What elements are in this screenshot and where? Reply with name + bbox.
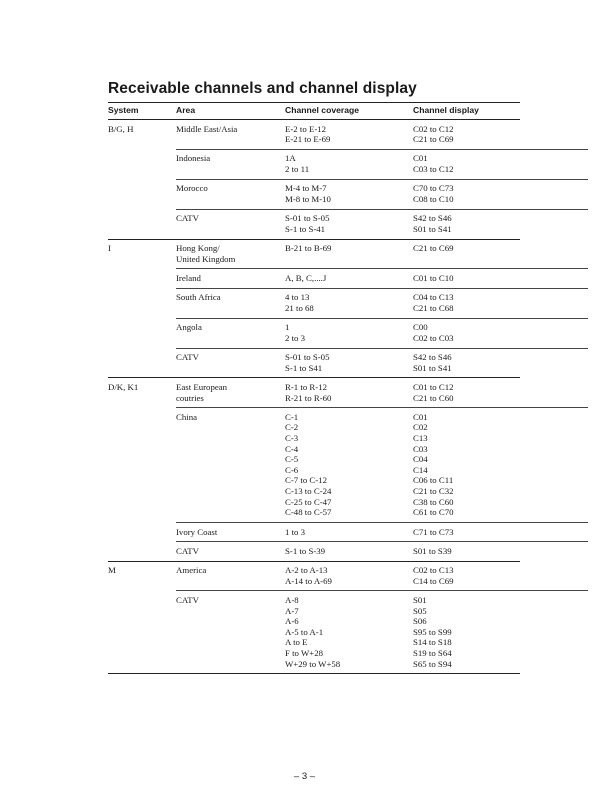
coverage-cell-line: W+29 to W+58 [285, 658, 341, 669]
table-row [108, 319, 520, 348]
system-label: B/G, H [108, 123, 134, 134]
area-cell-line: CATV [176, 352, 199, 363]
area-cell [176, 546, 199, 557]
coverage-cell-line: S-01 to S-05 [285, 213, 330, 224]
area-cell [176, 273, 201, 284]
area-cell-line: East European [176, 381, 228, 392]
area-cell-line: Indonesia [176, 153, 211, 164]
coverage-cell-line: B-21 to B-69 [285, 243, 332, 254]
area-cell-line: coutries [176, 392, 204, 403]
coverage-cell [285, 213, 329, 234]
coverage-cell [285, 565, 332, 586]
header-system: System [108, 105, 139, 115]
display-cell [413, 183, 454, 204]
display-cell-line: C01 [413, 153, 428, 164]
page-number: – 3 – [293, 771, 316, 782]
coverage-cell-line: C-3 [285, 433, 299, 443]
coverage-cell [285, 153, 309, 174]
display-cell [413, 595, 452, 669]
display-cell-line: C14 [413, 464, 428, 475]
display-cell-line: C03 [413, 443, 428, 454]
display-cell [413, 565, 454, 586]
area-cell-line: Ivory Coast [176, 526, 218, 537]
header-channel-display: Channel display [413, 105, 479, 115]
coverage-cell-line: R-1 to R-12 [285, 381, 328, 392]
coverage-cell-line: A-14 to A-69 [285, 575, 332, 586]
display-cell-line: C00 [413, 322, 428, 333]
area-cell [176, 124, 237, 135]
system-label: M [108, 565, 116, 576]
coverage-cell-line: A-2 to A-13 [285, 565, 328, 576]
table-row [108, 523, 520, 541]
coverage-cell-line: A-7 [285, 605, 299, 616]
area-cell-line: Ireland [176, 272, 201, 283]
area-cell-line: America [176, 565, 207, 576]
area-cell-line: CATV [176, 545, 199, 556]
display-cell-line: C04 to C13 [413, 292, 454, 303]
system-group [108, 120, 520, 240]
display-cell-line: C02 to C13 [413, 565, 454, 576]
coverage-cell-line: A to E [285, 637, 308, 648]
area-cell [176, 213, 199, 224]
area-cell [176, 412, 197, 423]
area-cell [176, 322, 202, 333]
display-cell-line: C21 to C60 [413, 392, 454, 403]
area-cell-line: Morocco [176, 183, 208, 194]
coverage-cell [285, 273, 326, 284]
table-row [108, 408, 520, 522]
table-row [108, 150, 520, 179]
display-cell-line: C14 to C69 [413, 575, 454, 586]
table-row [108, 120, 520, 149]
area-cell-line: South Africa [176, 292, 221, 303]
coverage-cell-line: A-6 [285, 616, 299, 627]
table-row [108, 378, 520, 407]
display-cell-line: C06 to C11 [413, 475, 454, 486]
display-cell-line: C38 to C60 [413, 496, 454, 507]
display-cell-line: S01 to S41 [413, 223, 452, 234]
display-cell-line: C03 to C12 [413, 163, 454, 174]
area-cell [176, 595, 199, 606]
display-cell-line: S95 to S99 [413, 626, 452, 637]
display-cell-line: S14 to S18 [413, 637, 452, 648]
coverage-cell-line: A, B, C,....J [285, 272, 327, 283]
display-cell-line: C21 to C32 [413, 485, 454, 496]
coverage-cell [285, 412, 331, 518]
display-cell-line: S42 to S46 [413, 213, 452, 224]
display-cell-line: S01 to S39 [413, 545, 452, 556]
coverage-cell-line: C-5 [285, 454, 299, 465]
system-group [108, 240, 520, 379]
page-title: Receivable channels and channel display [108, 80, 417, 97]
table-row [108, 180, 520, 209]
display-cell [413, 546, 452, 557]
area-cell-line: Hong Kong/ [176, 243, 220, 254]
coverage-cell-line: M-8 to M-10 [285, 193, 331, 204]
coverage-cell-line: C-13 to C-24 [285, 485, 332, 496]
display-cell-line: C08 to C10 [413, 193, 454, 204]
table-body [108, 120, 520, 674]
channel-table [108, 102, 520, 674]
display-cell-line: C71 to C73 [413, 526, 454, 537]
display-cell-line: S01 to S41 [413, 362, 452, 373]
area-cell [176, 183, 208, 194]
coverage-cell-line: R-21 to R-60 [285, 392, 332, 403]
area-cell-line: China [176, 411, 198, 422]
display-cell [413, 527, 454, 538]
coverage-cell-line: 4 to 13 [285, 292, 310, 303]
coverage-cell-line: 1A [285, 153, 296, 164]
display-cell [413, 213, 452, 234]
display-cell-line: C04 [413, 454, 428, 465]
area-cell [176, 352, 199, 363]
area-cell-line: Middle East/Asia [176, 123, 238, 134]
coverage-cell-line: S-1 to S-39 [285, 545, 326, 556]
display-cell [413, 153, 454, 174]
coverage-cell [285, 124, 330, 145]
coverage-cell-line: E-2 to E-12 [285, 123, 327, 134]
coverage-cell [285, 243, 331, 254]
coverage-cell-line: S-1 to S-41 [285, 223, 326, 234]
table-row [108, 562, 520, 591]
table-row [108, 349, 520, 378]
system-group [108, 378, 520, 561]
display-cell-line: S65 to S94 [413, 658, 452, 669]
display-cell-line: C21 to C69 [413, 134, 454, 145]
coverage-cell-line: M-4 to M-7 [285, 183, 327, 194]
coverage-cell [285, 183, 331, 204]
area-cell [176, 292, 221, 303]
display-cell [413, 382, 454, 403]
display-cell-line: C70 to C73 [413, 183, 454, 194]
display-cell [413, 243, 454, 254]
area-cell [176, 153, 210, 164]
coverage-cell-line: C-48 to C-57 [285, 507, 332, 518]
coverage-cell-line: C-4 [285, 443, 299, 454]
coverage-cell [285, 546, 325, 557]
display-cell-line: C61 to C70 [413, 507, 454, 518]
area-cell-line: CATV [176, 594, 199, 605]
coverage-cell [285, 322, 305, 343]
display-cell-line: C02 to C03 [413, 332, 454, 343]
table-row [108, 210, 520, 239]
table-row [108, 240, 520, 269]
header-area: Area [176, 105, 196, 115]
table-row [108, 269, 520, 287]
table-row [108, 591, 520, 673]
coverage-cell-line: S-01 to S-05 [285, 352, 330, 363]
area-cell [176, 382, 227, 403]
coverage-cell-line: A-8 [285, 594, 299, 605]
system-label: D/K, K1 [108, 381, 139, 392]
area-cell-line: CATV [176, 213, 199, 224]
table-header [108, 102, 520, 120]
display-cell-line: S42 to S46 [413, 352, 452, 363]
coverage-cell [285, 595, 340, 669]
display-cell [413, 273, 454, 284]
display-cell-line: S05 [413, 605, 427, 616]
display-cell [413, 292, 454, 313]
coverage-cell [285, 527, 305, 538]
display-cell [413, 352, 452, 373]
display-cell-line: C01 [413, 411, 428, 422]
coverage-cell-line: C-7 to C-12 [285, 475, 328, 486]
display-cell-line: C21 to C68 [413, 302, 454, 313]
coverage-cell-line: C-25 to C-47 [285, 496, 332, 507]
display-cell-line: C02 [413, 422, 428, 433]
system-group [108, 562, 520, 675]
group-divider [108, 673, 520, 674]
header-channel-coverage: Channel coverage [285, 105, 360, 115]
coverage-cell-line: 2 to 11 [285, 163, 310, 174]
display-cell-line: C02 to C12 [413, 123, 454, 134]
coverage-cell-line: C-2 [285, 422, 299, 433]
coverage-cell-line: C-6 [285, 464, 299, 475]
display-cell-line: S06 [413, 616, 427, 627]
area-cell-line: United Kingdom [176, 253, 236, 264]
coverage-cell-line: S-1 to S41 [285, 362, 323, 373]
coverage-cell [285, 382, 331, 403]
display-cell [413, 322, 454, 343]
coverage-cell [285, 352, 329, 373]
area-cell [176, 565, 206, 576]
area-cell [176, 527, 217, 538]
system-label: I [108, 243, 111, 254]
area-cell [176, 243, 235, 264]
coverage-cell-line: C-1 [285, 411, 299, 422]
display-cell [413, 124, 454, 145]
coverage-cell-line: F to W+28 [285, 647, 324, 658]
display-cell-line: C21 to C69 [413, 243, 454, 254]
display-cell-line: C01 to C10 [413, 272, 454, 283]
coverage-cell-line: A-5 to A-1 [285, 626, 324, 637]
coverage-cell-line: 1 [285, 322, 290, 333]
area-cell-line: Angola [176, 322, 202, 333]
display-cell [413, 412, 454, 518]
coverage-cell-line: E-21 to E-69 [285, 134, 331, 145]
table-row [108, 542, 520, 560]
display-cell-line: S01 [413, 594, 427, 605]
coverage-cell [285, 292, 314, 313]
coverage-cell-line: 21 to 68 [285, 302, 314, 313]
display-cell-line: C01 to C12 [413, 381, 454, 392]
display-cell-line: C13 [413, 433, 428, 443]
coverage-cell-line: 1 to 3 [285, 526, 306, 537]
display-cell-line: S19 to S64 [413, 647, 452, 658]
coverage-cell-line: 2 to 3 [285, 332, 306, 343]
table-row [108, 289, 520, 318]
